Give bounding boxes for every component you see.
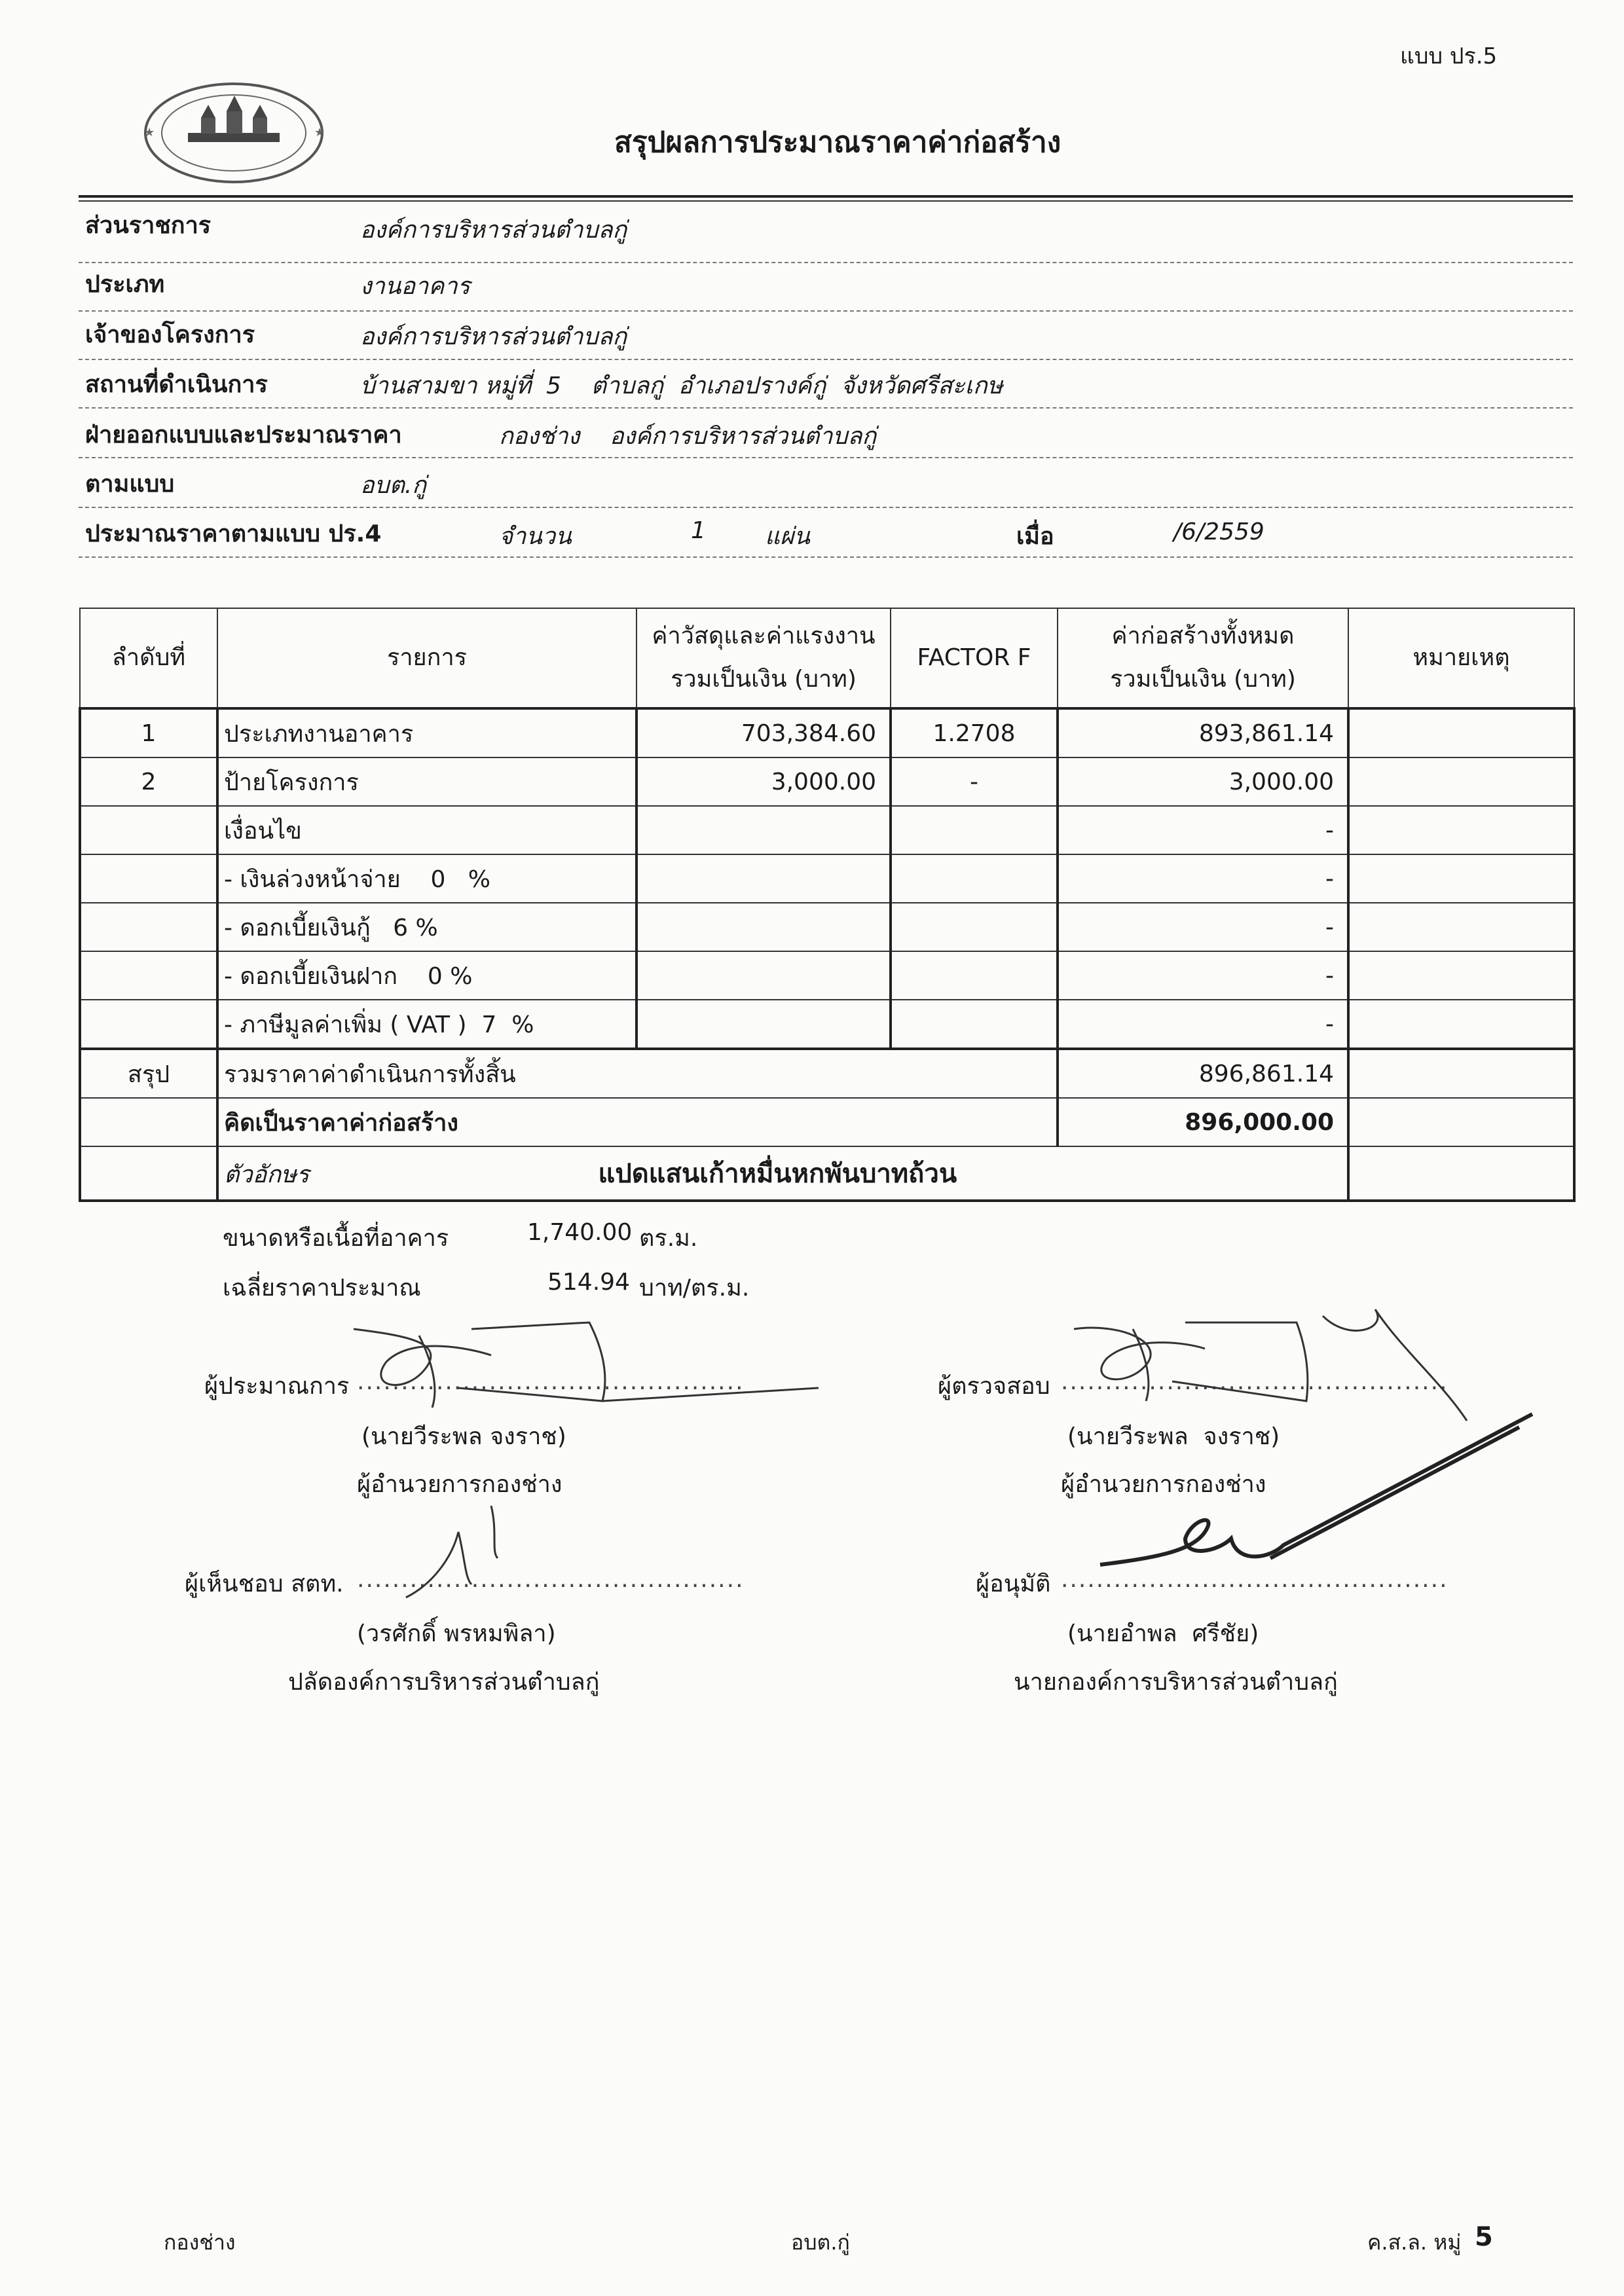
header-divider	[79, 457, 1573, 458]
row-cost: 703,384.60	[637, 708, 891, 757]
header-divider	[79, 407, 1573, 409]
row-no: 2	[80, 757, 217, 806]
row-factor	[891, 951, 1058, 1000]
approver-name: (นายอำพล ศรีชัย)	[1067, 1620, 1259, 1647]
row-remark	[1348, 757, 1574, 806]
agree-name: (วรศักดิ์ พรหมพิลา)	[357, 1620, 556, 1647]
row-remark	[1348, 708, 1574, 757]
footer-left: กองช่าง	[164, 2230, 236, 2255]
header-value-location: บ้านสามขา หมู่ที่ 5 ตำบลกู่ อำเภอปรางค์กู่ จังหวัดศรีสะเกษ	[360, 373, 1003, 399]
average-value: 514.94	[547, 1269, 630, 1296]
row-cost	[637, 951, 891, 1000]
header-label-location: สถานที่ดำเนินการ	[85, 371, 268, 398]
footer-right-number: 5	[1475, 2222, 1493, 2252]
inspector-position: ผู้อำนวยการกองช่าง	[1061, 1471, 1266, 1498]
row-total: -	[1058, 903, 1348, 951]
summary-label: สรุป	[80, 1049, 217, 1098]
header-label-owner: เจ้าของโครงการ	[85, 321, 255, 348]
col-header-factor: FACTOR F	[891, 608, 1058, 708]
col-header-cost-line2: รวมเป็นเงิน (บาท)	[671, 666, 857, 693]
summary-total-row	[80, 1049, 1574, 1098]
row-remark	[1348, 854, 1574, 903]
inspector-name: (นายวีระพล จงราช)	[1067, 1423, 1280, 1450]
row-item: - ดอกเบี้ยเงินฝาก 0 %	[217, 951, 637, 1000]
estimator-position: ผู้อำนวยการกองช่าง	[357, 1471, 563, 1498]
form-code: แบบ ปร.5	[1400, 43, 1498, 69]
header-value-agency: องค์การบริหารส่วนตำบลกู่	[360, 217, 627, 244]
construction-price-label: คิดเป็นราคาค่าก่อสร้าง	[217, 1098, 1058, 1146]
footer-right: ค.ส.ล. หมู่	[1367, 2230, 1462, 2255]
header-value-owner: องค์การบริหารส่วนตำบลกู่	[360, 323, 627, 350]
row-factor	[891, 806, 1058, 854]
col-header-item: รายการ	[217, 608, 637, 708]
row-item: - ดอกเบี้ยเงินกู้ 6 %	[217, 903, 637, 951]
title-rule-inner	[79, 200, 1573, 202]
header-divider	[79, 359, 1573, 360]
estimate-count: 1	[691, 517, 706, 544]
col-header-cost	[637, 608, 891, 708]
row-item: ประเภทงานอาคาร	[217, 708, 637, 757]
estimator-name: (นายวีระพล จงราช)	[361, 1423, 566, 1450]
row-item: - เงินล่วงหน้าจ่าย 0 %	[217, 854, 637, 903]
construction-price-remark	[1348, 1098, 1574, 1146]
area-value: 1,740.00	[527, 1219, 633, 1246]
summary-total-label: รวมราคาค่าดำเนินการทั้งสิ้น	[217, 1049, 1058, 1098]
table-row	[80, 708, 1574, 757]
row-no	[80, 903, 217, 951]
in-words-value: แปดแสนเก้าหมื่นหกพันบาทถ้วน	[598, 1159, 957, 1189]
summary-total-value: 896,861.14	[1058, 1049, 1348, 1098]
table-row	[80, 1000, 1574, 1049]
estimate-label: ประมาณราคาตามแบบ ปร.4	[85, 520, 382, 547]
row-cost: 3,000.00	[637, 757, 891, 806]
col-header-total-line2: รวมเป็นเงิน (บาท)	[1110, 666, 1296, 693]
header-value-type: งานอาคาร	[360, 273, 470, 300]
document-title: สรุปผลการประมาณราคาค่าก่อสร้าง	[614, 126, 1061, 159]
row-cost	[637, 854, 891, 903]
in-words-blank	[80, 1146, 217, 1201]
row-factor	[891, 903, 1058, 951]
agree-dotted-line: ............................................	[357, 1566, 745, 1593]
agree-signature-icon	[393, 1493, 537, 1611]
row-total: -	[1058, 854, 1348, 903]
estimator-dotted-line: ............................................	[357, 1368, 745, 1395]
col-header-total	[1058, 608, 1348, 708]
col-header-no: ลำดับที่	[80, 608, 217, 708]
table-header-row	[80, 608, 1574, 708]
row-remark	[1348, 903, 1574, 951]
header-divider	[79, 310, 1573, 312]
row-item: - ภาษีมูลค่าเพิ่ม ( VAT ) 7 %	[217, 1000, 637, 1049]
row-no: 1	[80, 708, 217, 757]
col-header-cost-line1: ค่าวัสดุและค่าแรงงาน	[652, 623, 876, 649]
table-row	[80, 951, 1574, 1000]
row-cost	[637, 806, 891, 854]
footer-center: อบต.กู่	[791, 2230, 850, 2255]
row-no	[80, 806, 217, 854]
header-divider	[79, 556, 1573, 558]
estimate-date: /6/2559	[1173, 519, 1264, 545]
col-header-remark: หมายเหตุ	[1348, 608, 1574, 708]
header-divider	[79, 262, 1573, 263]
in-words-row	[80, 1146, 1574, 1201]
col-header-total-line1: ค่าก่อสร้างทั้งหมด	[1111, 623, 1295, 649]
construction-price-value: 896,000.00	[1058, 1098, 1348, 1146]
summary-remark	[1348, 1049, 1574, 1098]
header-label-agency: ส่วนราชการ	[85, 212, 212, 239]
row-item: ป้ายโครงการ	[217, 757, 637, 806]
row-cost	[637, 903, 891, 951]
area-unit: ตร.ม.	[639, 1225, 698, 1252]
organization-seal	[139, 77, 329, 189]
header-label-design-dept: ฝ่ายออกแบบและประมาณราคา	[85, 422, 402, 448]
average-unit: บาท/ตร.ม.	[639, 1275, 750, 1302]
svg-text:★: ★	[144, 126, 155, 139]
estimate-date-label: เมื่อ	[1016, 523, 1054, 550]
row-total: -	[1058, 1000, 1348, 1049]
header-label-type: ประเภท	[85, 271, 165, 298]
row-factor: 1.2708	[891, 708, 1058, 757]
agree-position: ปลัดองค์การบริหารส่วนตำบลกู่	[288, 1669, 600, 1696]
row-no	[80, 951, 217, 1000]
header-value-design-dept: กองช่าง องค์การบริหารส่วนตำบลกู่	[499, 423, 877, 450]
construction-price-row	[80, 1098, 1574, 1146]
in-words-remark	[1348, 1146, 1574, 1201]
in-words-cell	[217, 1146, 1348, 1201]
table-row	[80, 903, 1574, 951]
row-remark	[1348, 951, 1574, 1000]
approver-role: ผู้อนุมัติ	[976, 1571, 1051, 1597]
row-cost	[637, 1000, 891, 1049]
header-label-plan: ตามแบบ	[85, 471, 175, 498]
row-total: 3,000.00	[1058, 757, 1348, 806]
estimate-unit: แผ่น	[765, 523, 810, 550]
approver-dotted-line: ............................................	[1061, 1566, 1449, 1593]
row-total: -	[1058, 951, 1348, 1000]
table-row	[80, 854, 1574, 903]
row-item: เงื่อนไข	[217, 806, 637, 854]
title-rule	[79, 195, 1573, 198]
agree-role: ผู้เห็นชอบ สตท.	[185, 1571, 344, 1597]
table-row	[80, 757, 1574, 806]
table-row	[80, 806, 1574, 854]
header-divider	[79, 507, 1573, 508]
construction-price-blank	[80, 1098, 217, 1146]
in-words-label: ตัวอักษร	[224, 1161, 310, 1188]
row-no	[80, 854, 217, 903]
estimate-count-label: จำนวน	[499, 523, 572, 550]
row-no	[80, 1000, 217, 1049]
row-remark	[1348, 1000, 1574, 1049]
area-label: ขนาดหรือเนื้อที่อาคาร	[223, 1225, 449, 1252]
average-label: เฉลี่ยราคาประมาณ	[223, 1275, 421, 1302]
inspector-dotted-line: ............................................	[1061, 1368, 1449, 1395]
estimator-role: ผู้ประมาณการ	[204, 1373, 350, 1400]
row-factor	[891, 1000, 1058, 1049]
header-value-plan: อบต.กู่	[360, 472, 427, 499]
row-factor: -	[891, 757, 1058, 806]
row-total: -	[1058, 806, 1348, 854]
row-total: 893,861.14	[1058, 708, 1348, 757]
approver-signature-icon	[1074, 1401, 1559, 1597]
row-factor	[891, 854, 1058, 903]
row-remark	[1348, 806, 1574, 854]
estimator-signature-icon	[327, 1309, 838, 1440]
estimate-table	[79, 608, 1576, 1202]
approver-position: นายกองค์การบริหารส่วนตำบลกู่	[1014, 1669, 1338, 1696]
inspector-role: ผู้ตรวจสอบ	[938, 1373, 1050, 1400]
svg-text:★: ★	[314, 126, 325, 139]
